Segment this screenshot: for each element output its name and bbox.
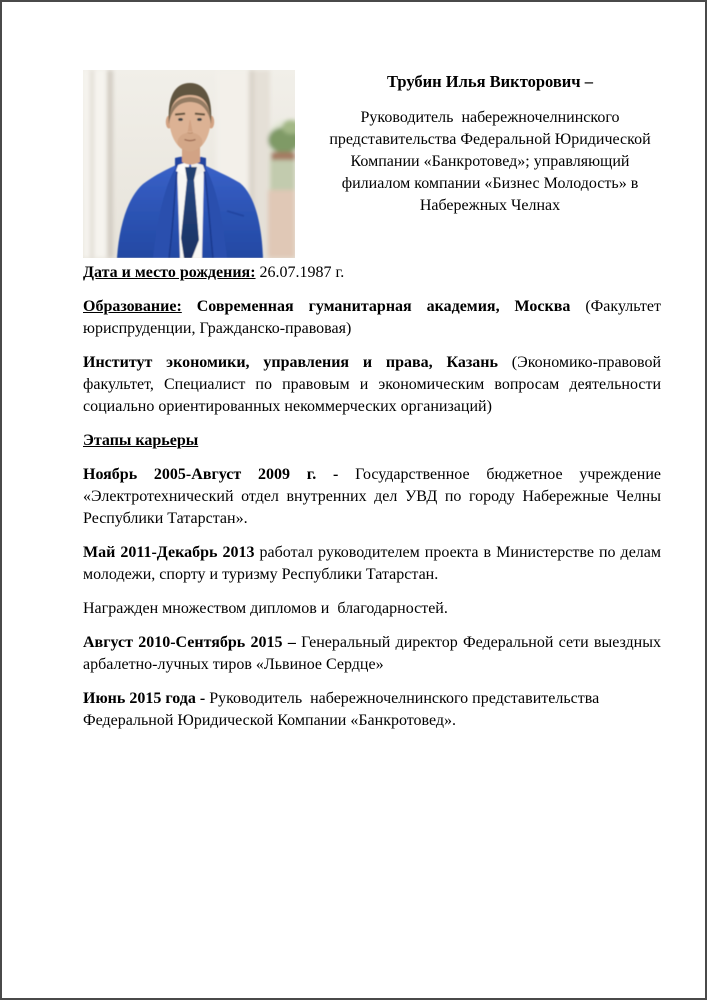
career-item bbox=[83, 688, 661, 732]
profile-photo bbox=[83, 70, 295, 258]
education-details-2: (Экономико-правовой факультет, Специалист по правовым и экономическим вопросам деятельности социально ориентированных некоммерческих организаций) bbox=[83, 354, 662, 415]
career-item-period: Август 2010-Сентябрь 2015 – bbox=[83, 634, 296, 651]
education-paragraph-2 bbox=[83, 352, 661, 418]
education-institution-2: Институт экономики, управления и права, Казань bbox=[83, 354, 498, 371]
education-label: Образование: bbox=[83, 298, 182, 315]
awards-note-text: Награжден множеством дипломов и благодарностей. bbox=[83, 600, 448, 617]
career-item-period: Ноябрь 2005-Август 2009 г. - bbox=[83, 466, 339, 483]
role-line: филиалом компании «Бизнес Молодость» в bbox=[341, 175, 639, 192]
education-institution-1: Современная гуманитарная академия, Москва bbox=[181, 298, 571, 315]
role-line: представительства Федеральной Юридической bbox=[329, 131, 651, 148]
career-item bbox=[83, 632, 661, 676]
header-section bbox=[83, 70, 661, 258]
role-line: Руководитель набережночелнинского bbox=[360, 109, 620, 126]
career-item bbox=[83, 542, 661, 586]
career-item-period: Июнь 2015 года - bbox=[83, 690, 206, 707]
career-item bbox=[83, 464, 661, 530]
career-heading-paragraph bbox=[83, 430, 661, 452]
career-item-description: Руководитель набережночелнинского представительства Федеральной Юридической Компании «Банкротовед». bbox=[83, 690, 604, 729]
birth-value: 26.07.1987 г. bbox=[255, 264, 345, 281]
education-details-1: (Факультет юриспруденции, Гражданско-правовая) bbox=[83, 298, 662, 337]
career-item-period: Май 2011-Декабрь 2013 bbox=[83, 544, 255, 561]
person-role bbox=[319, 107, 661, 217]
awards-note bbox=[83, 598, 661, 620]
profile-photo-image bbox=[83, 70, 295, 258]
role-line: Компании «Банкротовед»; управляющий bbox=[350, 153, 630, 170]
education-paragraph-1 bbox=[83, 296, 661, 340]
role-line: Набережных Челнах bbox=[419, 197, 561, 214]
career-item-description: работал руководителем проекта в Министерстве по делам молодежи, спорту и туризму Республики Татарстан. bbox=[83, 544, 662, 583]
header-text-block bbox=[295, 70, 661, 258]
person-name: Трубин Илья Викторович – bbox=[387, 72, 593, 91]
career-heading: Этапы карьеры bbox=[83, 432, 199, 449]
career-item-description: Государственное бюджетное учреждение «Электротехнический отдел внутренних дел УВД по городу Набережные Челны Республики Татарстан». bbox=[83, 466, 662, 527]
birth-label: Дата и место рождения: bbox=[83, 264, 256, 281]
birth-paragraph bbox=[83, 262, 661, 284]
career-item-description: Генеральный директор Федеральной сети выездных арбалетно-лучных тиров «Львиное Сердце» bbox=[83, 634, 661, 673]
